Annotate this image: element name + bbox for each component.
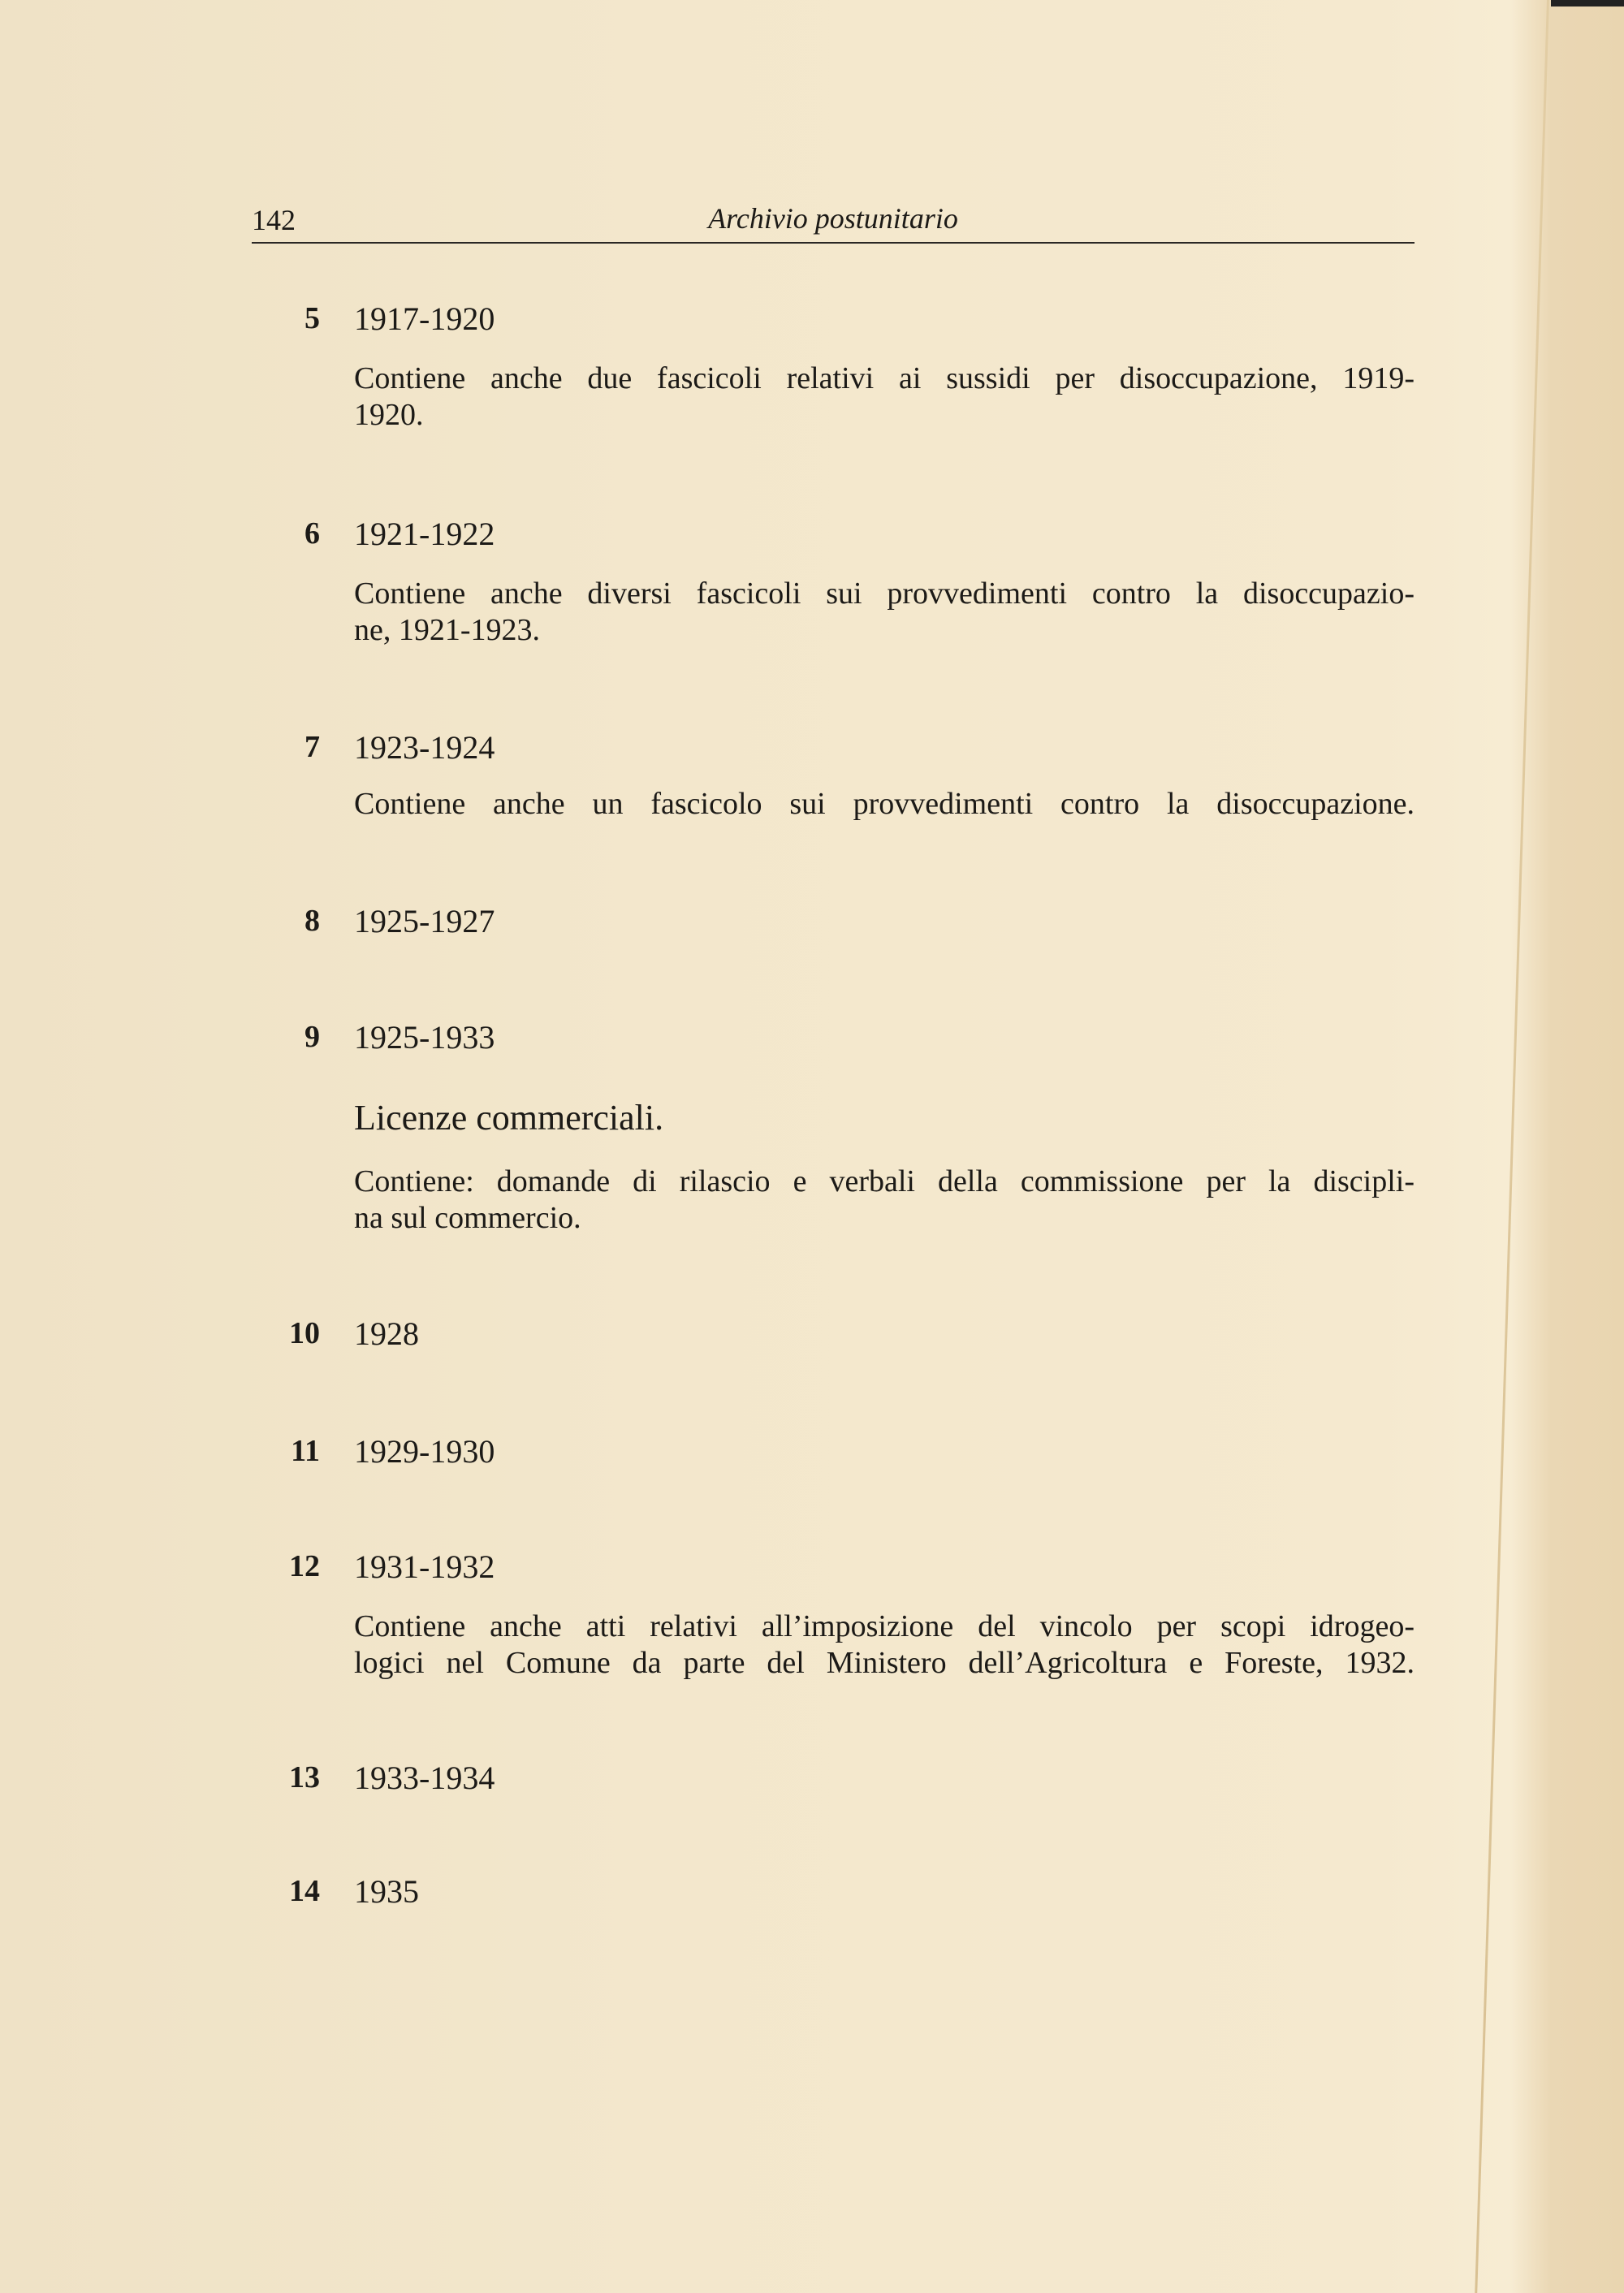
entry-date: 1923-1924 — [354, 729, 495, 766]
entry-number: 14 — [289, 1874, 320, 1908]
entry-number: 9 — [304, 1020, 320, 1054]
entry-date: 1929-1930 — [354, 1433, 495, 1470]
entry-note-line: ne, 1921-1923. — [354, 613, 541, 647]
entry-date: 1925-1927 — [354, 903, 495, 939]
entry-number: 10 — [289, 1316, 320, 1350]
entry-date: 1933-1934 — [354, 1760, 495, 1796]
page-number: 142 — [252, 204, 296, 236]
entry-date: 1917-1920 — [354, 300, 495, 337]
entry-number: 8 — [304, 904, 320, 938]
header-rule — [252, 242, 1415, 244]
entry-number: 7 — [304, 730, 320, 764]
scan-border — [1551, 0, 1624, 6]
entry-date: 1925-1933 — [354, 1019, 495, 1056]
entry-number: 13 — [289, 1760, 320, 1794]
page-fold-edge — [1475, 0, 1549, 2293]
entry-note-line: Contiene anche diversi fascicoli sui provvedimenti contro la disoccupazio- — [354, 576, 1415, 611]
entry-number: 6 — [304, 516, 320, 551]
entry-date: 1931-1932 — [354, 1548, 495, 1585]
entry-date: 1921-1922 — [354, 516, 495, 552]
entry-number: 5 — [304, 301, 320, 335]
entry-note-line: Contiene anche un fascicolo sui provvedimenti contro la disoccupazione. — [354, 787, 1415, 821]
entry-date: 1935 — [354, 1873, 419, 1910]
entry-note-line: 1920. — [354, 398, 424, 432]
section-note-line: Contiene: domande di rilascio e verbali della commissione per la discipli- — [354, 1164, 1415, 1198]
section-note-line: na sul commercio. — [354, 1201, 581, 1235]
section-title: Licenze commerciali. — [354, 1098, 664, 1138]
entry-date: 1928 — [354, 1315, 419, 1352]
entry-note-line: Contiene anche atti relativi all’imposizione del vincolo per scopi idrogeo- — [354, 1609, 1415, 1643]
entry-number: 12 — [289, 1549, 320, 1583]
entry-note-line: logici nel Comune da parte del Ministero dell’Agricoltura e Foreste, 1932. — [354, 1646, 1415, 1680]
running-title: Archivio postunitario — [708, 202, 958, 235]
entry-note-line: Contiene anche due fascicoli relativi ai sussidi per disoccupazione, 1919- — [354, 361, 1415, 395]
entry-number: 11 — [291, 1434, 320, 1468]
